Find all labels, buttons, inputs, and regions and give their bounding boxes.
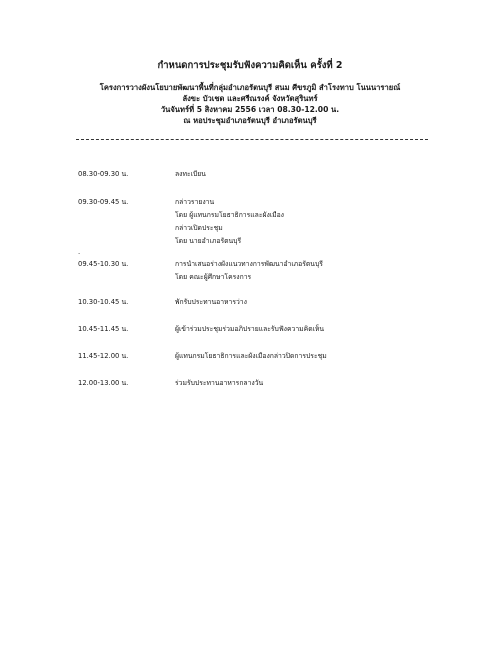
schedule-item-detail: โดย คณะผู้ศึกษาโครงการ [175,273,252,281]
schedule-time: 09.45-10.30 น. [78,260,129,268]
dashed-divider [76,139,428,140]
schedule-time: 11.45-12.00 น. [78,352,129,360]
schedule-time: 09.30-09.45 น. [78,198,129,206]
project-name-line-1: โครงการวางผังนโยบายพัฒนาพื้นที่กลุ่มอำเภอรัตนบุรี สนม ศีขรภูมิ สำโรงทาบ โนนนารายณ์ [99,83,401,92]
stray-mark: . [78,248,81,256]
project-name-line-2: ลังขะ บัวเชด และศรีณรงค์ จังหวัดสุรินทร์ [182,94,318,103]
schedule-item: ผู้เข้าร่วมประชุมร่วมอภิปรายและรับฟังความคิดเห็น [175,325,325,333]
schedule-time: 10.30-10.45 น. [78,298,129,306]
meeting-date-line: วันจันทร์ที่ 5 สิงหาคม 2556 เวลา 08.30-12.00 น. [160,105,340,114]
schedule-item: การนำเสนอร่างผังแนวทางการพัฒนาอำเภอรัตนบุรี [175,260,323,268]
schedule-item: พักรับประทานอาหารว่าง [175,298,247,306]
schedule-item: ร่วมรับประทานอาหารกลางวัน [175,379,264,387]
schedule-item: กล่าวเปิดประชุม [175,224,223,232]
schedule-time: 10.45-11.45 น. [78,325,129,333]
meeting-venue-line: ณ หอประชุมอำเภอรัตนบุรี อำเภอรัตนบุรี [183,116,317,125]
schedule-item: กล่าวรายงาน [175,198,215,206]
schedule-item: ผู้แทนกรมโยธาธิการและผังเมืองกล่าวปิดการประชุม [175,352,327,360]
schedule-item-detail: โดย ผู้แทนกรมโยธาธิการและผังเมือง [175,211,284,219]
schedule-time: 08.30-09.30 น. [78,170,129,178]
schedule-time: 12.00-13.00 น. [78,379,129,387]
schedule-item-detail: โดย นายอำเภอรัตนบุรี [175,237,242,245]
document-title: กำหนดการประชุมรับฟังความคิดเห็น ครั้งที่ 2 [157,60,343,71]
schedule-item: ลงทะเบียน [175,170,206,178]
